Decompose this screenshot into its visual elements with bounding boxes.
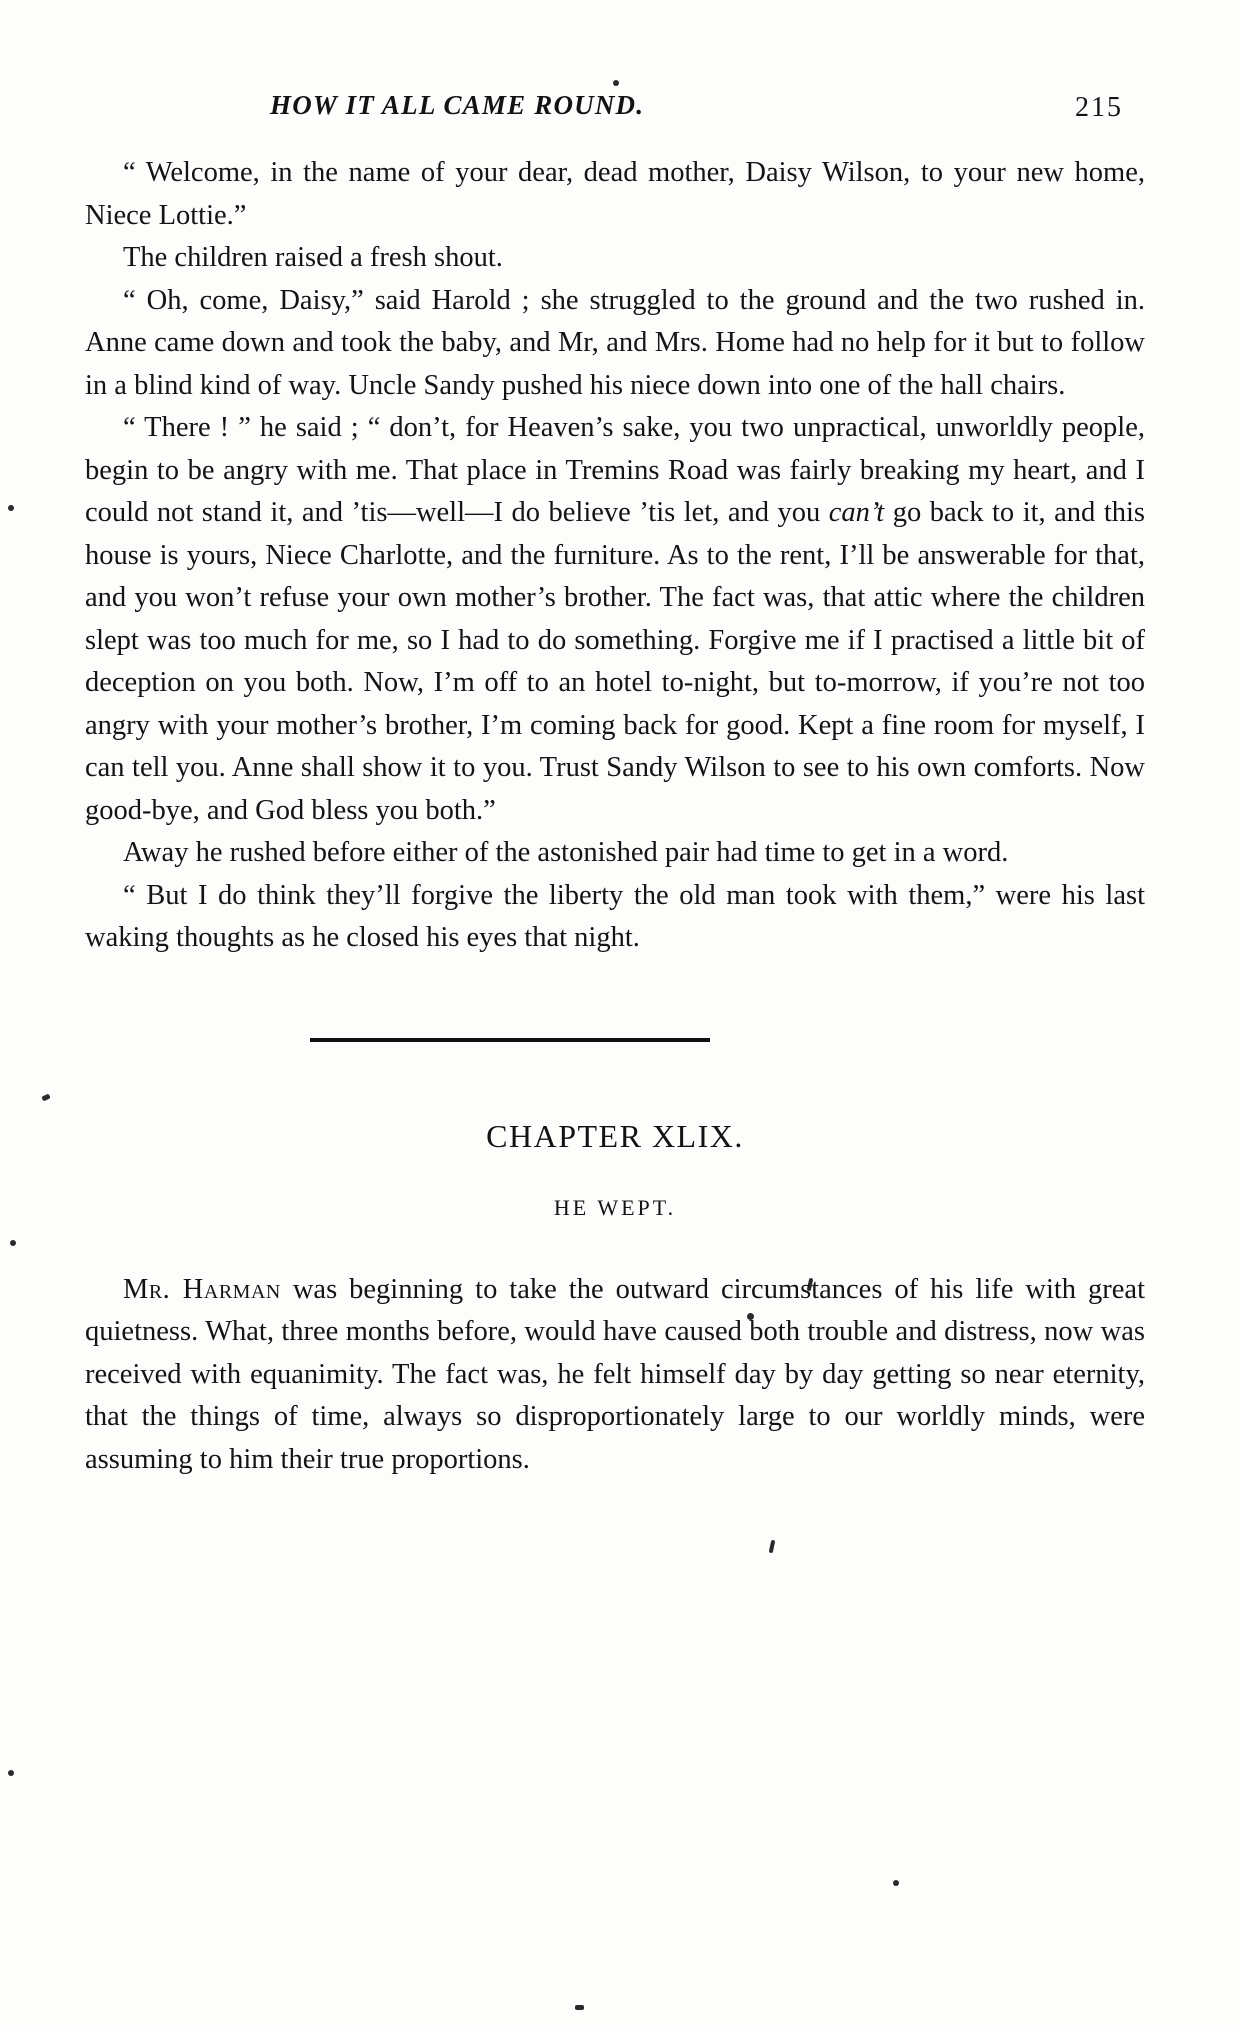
opening-smallcaps: Mr. Harman bbox=[123, 1273, 281, 1305]
emphasis-word: can’t bbox=[828, 497, 885, 528]
divider-rule bbox=[310, 1038, 710, 1042]
running-title: HOW IT ALL CAME ROUND. bbox=[270, 90, 645, 120]
page-speck bbox=[575, 2005, 584, 2010]
page-speck bbox=[8, 1770, 14, 1776]
paragraph-long bbox=[85, 407, 1145, 832]
paragraph-part-2: go back to it, and this house is yours, Niece Charlotte, and the furniture. As to the rent, I’ll be answerable for that, and you won’t refuse your own mother’s brother. The fact was, that attic where the children slept was too much for me, so I had to do something. Forgive me if I practised a little bit of deception on you both. Now, I’m off to an hotel to-night, but to-morrow, if you’re not too angry with your mother’s brother, I’m coming back for good. Kept a fine room for myself, I can tell you. Anne shall show it to you. Trust Sandy Wilson to see to his own comforts. Now good-bye, and God bless you both.” bbox=[85, 497, 1145, 826]
page-speck bbox=[10, 1240, 16, 1246]
body-text bbox=[85, 152, 1145, 960]
paragraph-part-1: “ There ! ” he said ; “ don’t, for Heaven’s sake, you two unpractical, unworldly people, begin to be angry with me. That place in Tremins Road was fairly breaking my heart, and I could not stand it, and ’tis—well—I do believe ’tis let, and you bbox=[85, 412, 1145, 528]
paragraph: “ Welcome, in the name of your dear, dead mother, Daisy Wilson, to your new home, Niece Lottie.” bbox=[85, 157, 1145, 231]
page-speck bbox=[613, 80, 619, 86]
paragraph: “ But I do think they’ll forgive the liberty the old man took with them,” were his last waking thoughts as he closed his eyes that night. bbox=[85, 879, 1145, 953]
page-content bbox=[85, 90, 1145, 1481]
paragraph: “ Oh, come, Daisy,” said Harold ; she struggled to the ground and the two rushed in. Anne came down and took the baby, and Mr, and Mrs. Home had no help for it but to follow in a blind kind of way. Uncle Sandy pushed his niece down into one of the hall chairs. bbox=[85, 284, 1145, 401]
paragraph: The children raised a fresh shout. bbox=[123, 242, 503, 273]
section-divider bbox=[85, 1012, 1145, 1072]
chapter-subtitle: HE WEPT. bbox=[553, 1194, 677, 1220]
page-number: 215 bbox=[1075, 92, 1123, 123]
opening-rest: was beginning to take the outward circumstances of his life with great quietness. What, three months before, would have caused both trouble and distress, now was received with equanimity. The fact was, he felt himself day by day getting so near eternity, that the things of time, always so disproportionately large to our worldly minds, were assuming to him their true proportions. bbox=[85, 1273, 1145, 1475]
paragraph: Away he rushed before either of the astonished pair had time to get in a word. bbox=[123, 837, 1009, 868]
page-speck bbox=[893, 1880, 899, 1886]
chapter-opening-paragraph bbox=[85, 1269, 1145, 1482]
chapter-body-text bbox=[85, 1269, 1145, 1482]
page-speck bbox=[769, 1540, 776, 1554]
page-speck bbox=[8, 505, 14, 511]
chapter-title: CHAPTER XLIX. bbox=[486, 1117, 744, 1154]
running-header bbox=[85, 90, 1145, 142]
page-speck bbox=[41, 1094, 50, 1102]
